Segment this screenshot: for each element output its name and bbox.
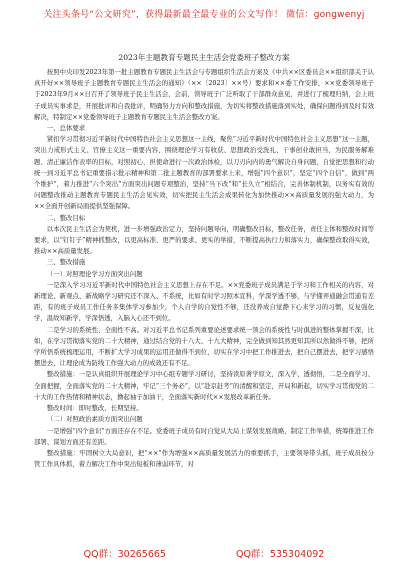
qq-group-2: QQ群：535304092 [235,549,325,560]
qq-group-1: QQ群：30265665 [83,549,166,560]
body-paragraph: 紧扣学习贯彻习近平新时代中国特色社会主义思想这一主线，聚焦“习近平新时代中国特色社会主义思想”这一主题，突出力戒形式主义、官僚主义这一重要内容，围绕理论学习有收获、思想政治受洗礼、干事创业敢担当、为民服务解难题、清正廉洁作表率的目标，对照初心，担使命进行一次政治体检，以刀刃向内的勇气解决自身问题，自觉把思想和行动统一到习近平总书记重要指示批示精神和第二批主题教育的部署要求上来，增强“四个意识”，坚定“四个自信”，做到“两个维护”，着力推进“六个突出”方面突出问题专项整治，坚持“当下改”和“长久立”相结合，完善体制机制，以务实有效的问题整改推动主题教育专题民主生活会见实效，切实把民主生活会成果转化为加快推动××高质量发展的强大动力，为××全面开创新局面提供坚强保障。 [34,135,374,211]
body-paragraph: 整改时间：即时整改、长期坚持。 [46,404,143,413]
footer-contacts [0,546,408,566]
section-heading: （一）对照理论学习方面突出问题 [46,269,143,278]
paragraph-list [34,67,374,470]
body-paragraph: 一是深入学习习近平新时代中国特色社会主义思想上存在不足。××党委班子成员满足于学习和工作相关的内容，对新理论、新观点、新战略学习研究还不深入、不系统，比如有时学习照本宣科，学深学透不够，与学懂弄通融会贯通有差距，有的班子成员工作任务多集体学习参加少，个人自学的自觉性不够，还没养成自觉静下心来学习的习惯，反复强化学，温故知新学，学深悟透，入脑入心还不到位。 [34,280,374,323]
document-title: 2023年主题教育专题民主生活会党委班子整改方案 [118,53,290,62]
document-body [34,52,374,470]
watermark-banner: 关注头条号“公文研究”，获得最新最全最专业的公文写作！ 微信：gongwenyj [43,9,365,20]
body-paragraph: 二是学习的系统性、全面性不高。对习近平总书记系列重要论述要求统一领会的系统性与时俱进的整体掌握不深，比如，在学习贯彻落实党的二十大精神，通过结合党的十八大、十九大精神，完全做到知其然更知其所以然做得不够，把所学所悟系统梳理运用，不断扩大学习成果的运用还做得不到位，切实在学习中把工作推进去，把自己摆进去，把学习感悟摆进去，让理论成为防线工作强大动力的成效还有不足。 [34,325,374,368]
body-paragraph: 整改措施：一是认真组织开展理论学习中心组专题学习研讨，坚持读原著学原文，深入学、透彻悟，二是全面学习、全面把握，全面落实党的二十大精神，牢记“三个务必”，以“赴京赶考”的清醒和坚定，开局和新起，切实学习贯彻党的二十大的工作热情和精神状态，撸起袖子加油干，全面落实新时代××发展改革新任务。 [34,370,374,401]
body-paragraph: 按照中央印发2023年第一批主题教育专题民主生活会与专题组织生活会方案及《中共××区委员会××组织部关于认真开好××领导班子主题教育专题民主生活会的通知》（××〔2023〕××号）要求和××委工作安排，××党委领导班子于2023年9月××日召开了领导班子民主生活会，会前，领导班子广泛听取了干部群众意见，并进行了梳理归纳，会上班子成员实事求是，开展批评和自我批评，明确努力方向和整改措施，为切实将整改措施落到实处，确保问题得到及时有效解决，特制定××党委领导班子主题教育专题民主生活会整改方案。 [34,68,374,121]
body-paragraph: 整改措施：牢固树立大局意识，把“××”作为增强××高质量发展活力的重要抓手，主要领导带头抓，班子成员按分管工作具体抓，着力解决工作中突出短板和薄弱环节，对 [34,448,374,469]
body-paragraph: 一是增强“四个意识”方面还存在不足。党委班子成员有时自觉从大局上谋划发展战略，制定工作举措，统筹推进工作部署、谋划方面还有差距。 [34,426,374,446]
body-paragraph: 以本次民主生活会为契机，进一步增强政治定力，坚持问题导向，明确整改目标，整改任务，责任主体和整改时间等要求，以“钉钉子”精神抓整改，以更高标准、更严的要求、更实的举措，不断提高执行力和落实力，确保整改取得实效，推动××高质量发展。 [34,224,374,256]
section-heading: 二、整改目标 [46,213,86,222]
section-heading: 一、总体要求 [46,124,86,133]
section-heading: （二）对照政治素质方面突出问题 [46,415,143,424]
section-heading: 三、整改措施 [46,258,86,267]
